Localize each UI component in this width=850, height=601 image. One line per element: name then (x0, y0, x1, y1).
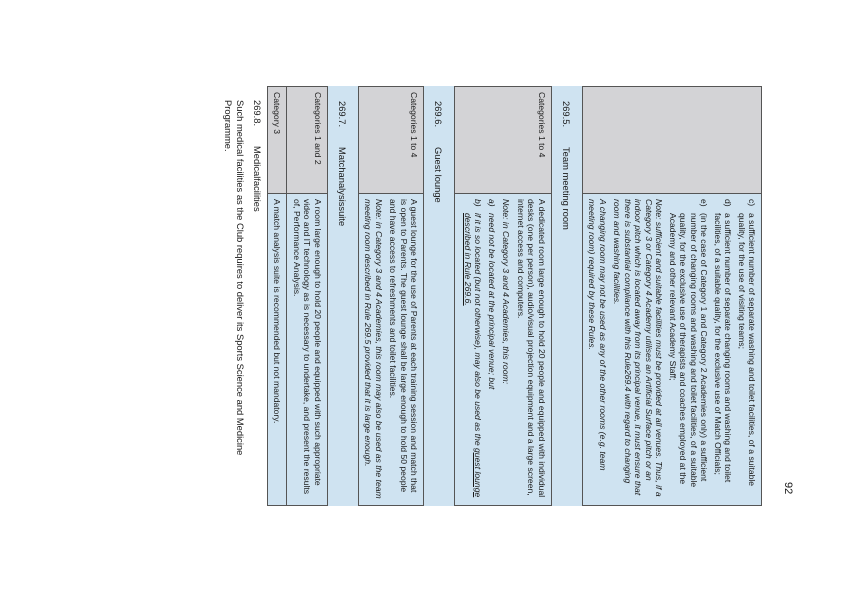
table-row (267, 87, 286, 506)
row-label: Categories 1 to 4 (358, 87, 423, 194)
list-marker: e) (699, 199, 710, 207)
match-analysis-table (267, 86, 328, 506)
list-item-text: a sufficient number of separate changing rooms and washing and toilet facilities, of a suitable quality, for the exclusive use of Match Officials; (712, 213, 734, 483)
rule-text: A guest lounge for the use of Parents at each training session and match that is open to Parents. The guest lounge shall be large enough to hold 50 people and have access to refreshments and toilet facilities. (388, 199, 420, 493)
rules-content (221, 86, 762, 506)
rule-note: A changing room may not be used as any of the other rooms (e.g. team meeting room) required by these Rules. (587, 199, 608, 471)
section-heading (552, 86, 582, 506)
rule-text: A dedicated room large enough to hold 20 people and equipped with individual desks (one per person), audio/visual projection equipment and a large screen, internet access and computers. (515, 199, 547, 498)
list-marker: a) (486, 199, 497, 207)
medical-facilities-section (221, 86, 267, 506)
list-marker: d) (723, 199, 734, 207)
list-item (667, 199, 709, 500)
list-item (462, 199, 483, 500)
section-number: 269.7. (336, 101, 348, 128)
list-item (712, 199, 733, 500)
rule-note: Note: in Category 3 and 4 Academies, this room may also be used as the team meeting room described in Rule 269.5 provided that it is large enough. (363, 199, 384, 499)
section-title: Matchanalysissuite (336, 147, 348, 227)
list-item-text: need not be located at the principal venue; but (486, 213, 497, 390)
table-row (582, 87, 761, 506)
section-number: 269.6. (433, 101, 445, 128)
row-label: Category 3 (267, 87, 286, 194)
list-item-text: if it is so located (but not otherwise), may also be used as the (473, 213, 484, 446)
list-marker: c) (747, 199, 757, 207)
list-marker: b) (473, 199, 484, 207)
list-item (736, 199, 757, 500)
table-row (287, 87, 327, 506)
section-heading (328, 86, 358, 506)
section-number: 269.5. (560, 101, 572, 128)
section-heading (251, 100, 263, 506)
rule-note: Note: in Category 3 and 4 Academies, this room: (501, 199, 512, 385)
guest-lounge-table (358, 86, 424, 506)
section-title: Medicalfacilities (251, 146, 263, 212)
section-number: 269.8. (251, 100, 263, 127)
row-label: Categories 1 to 4 (455, 87, 551, 194)
team-meeting-room-table (454, 86, 551, 506)
rule-note: Note: sufficient and suitable facilities must be provided at all venues. Thus, if a Category 3 or Category 4 Academy utilises an Artificial Surface pitch or an indoor pitch which is located away from its principal venue, it must ensure that there is substantial compliance with this Rule269.4 with regard to changing room and washing facilities. (612, 199, 665, 497)
changing-facilities-table (582, 86, 762, 506)
rule-text: Such medical facilities as the Club requires to deliver its Sports Science and Medicine Programme. (222, 100, 246, 456)
rule-text: A match analysis suite is recommended but not mandatory. (267, 194, 286, 506)
row-label-empty (582, 87, 761, 194)
section-title: Guest lounge (433, 147, 445, 203)
table-row (358, 87, 423, 506)
list-item (486, 199, 496, 500)
row-label: Categories 1 and 2 (287, 87, 327, 194)
list-item-text: a sufficient number of separate washing and toilet facilities, of a suitable quality, for the use of visiting teams; (736, 213, 757, 487)
table-row (455, 87, 551, 506)
page-number: 92 (782, 482, 794, 495)
section-heading (424, 86, 454, 506)
list-item-text: (in the case of Category 1 and Category 2 Academies only) a sufficient number of changing rooms and washing and toilet facilities, of a suitable quality, for the exclusive use of therapists and coaches employed at the Academy and other relevant Academy Staff; (667, 213, 710, 488)
section-title: Team meeting room (560, 147, 572, 230)
rule-text: A room large enough to hold 20 people and equipped with such appropriate video and IT technology as is necessary to undertake, and present the results of, Performance Analysis. (287, 194, 327, 506)
rule-reference-link: guest lounge described in Rule 269.6. (462, 213, 484, 498)
